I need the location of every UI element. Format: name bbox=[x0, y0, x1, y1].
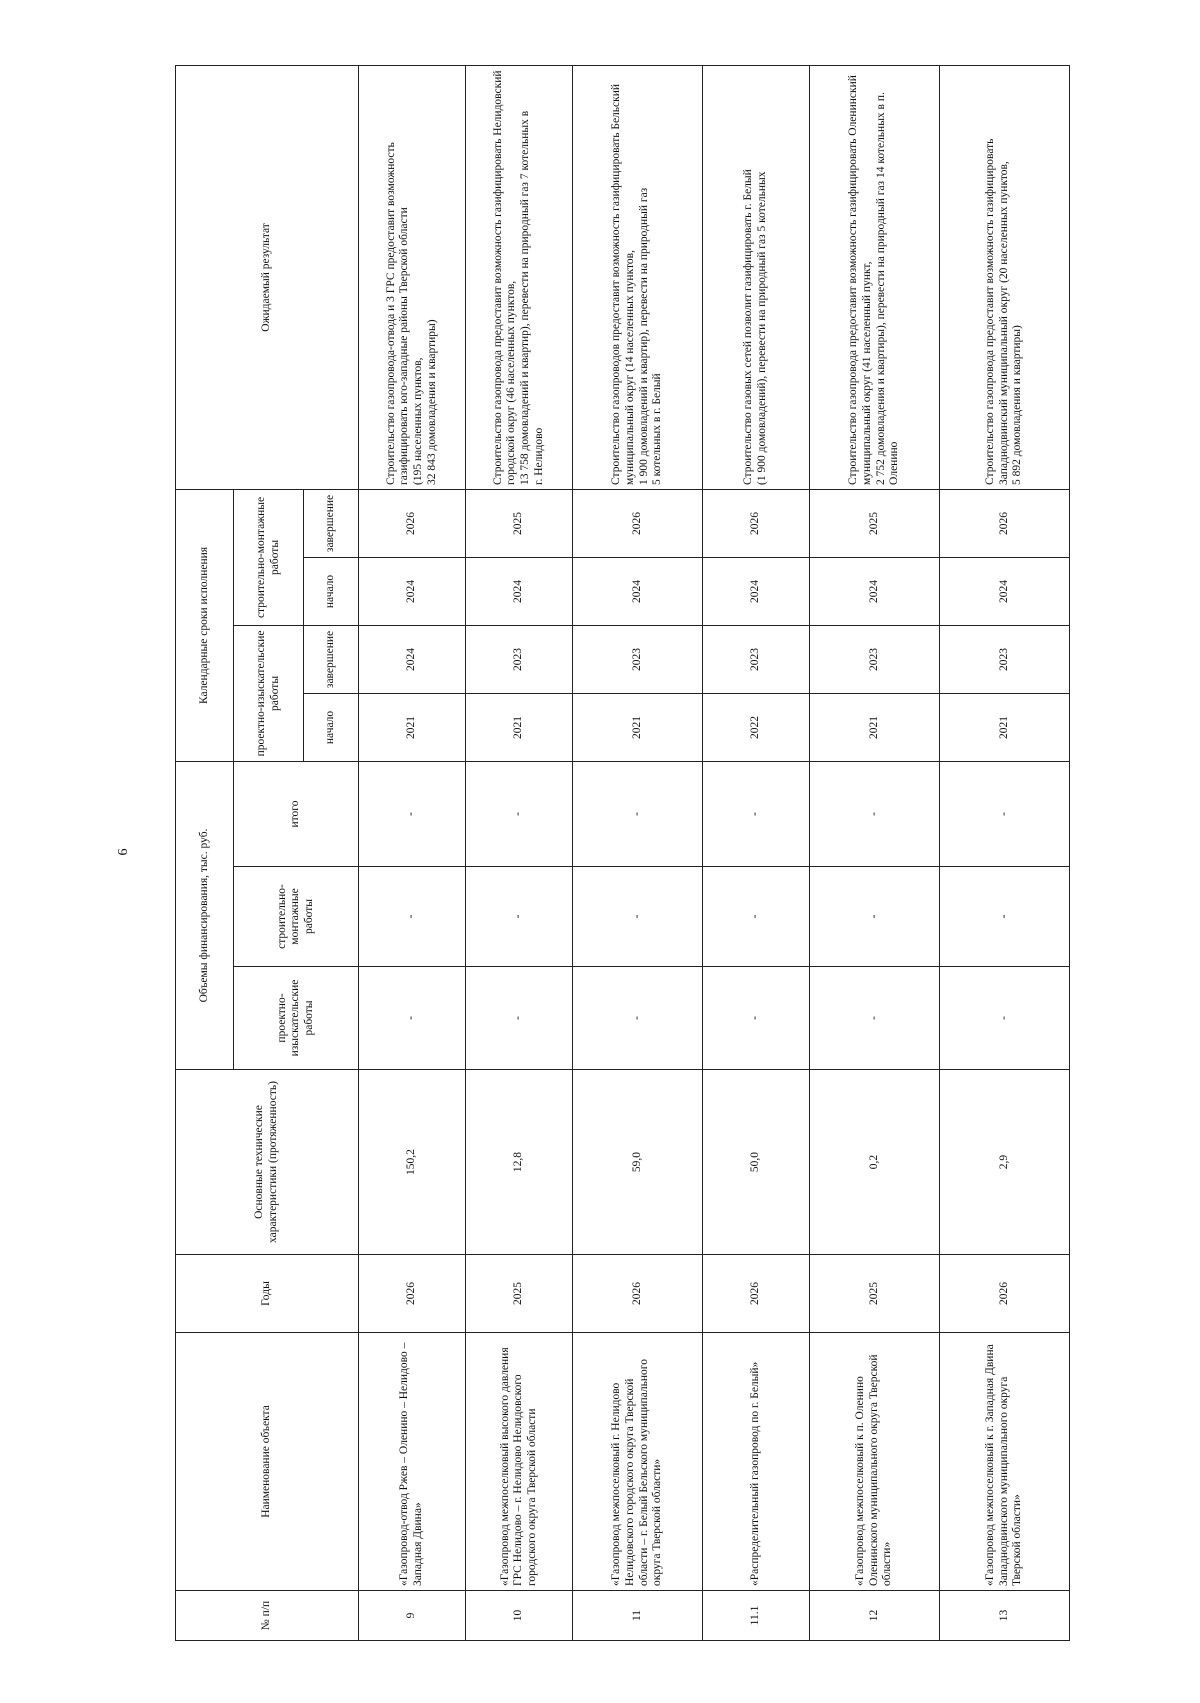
row-fin-total: - bbox=[573, 761, 703, 866]
row-num: 12 bbox=[810, 1591, 940, 1641]
row-fin-total: - bbox=[359, 761, 466, 866]
header-fin-total: итого bbox=[234, 761, 359, 866]
row-design-end: 2023 bbox=[940, 625, 1070, 693]
row-design-end: 2024 bbox=[359, 625, 466, 693]
row-fin-construction: - bbox=[703, 867, 810, 967]
row-fin-design: - bbox=[466, 967, 573, 1070]
row-build-end: 2025 bbox=[810, 489, 940, 557]
table-row bbox=[940, 65, 1070, 1640]
row-length: 50,0 bbox=[703, 1070, 810, 1255]
rotated-table-container bbox=[175, 66, 1024, 1641]
row-design-end: 2023 bbox=[573, 625, 703, 693]
row-result: Строительство газопровода предоставит возможность газифицировать Оленинский муниципальный округ (41 населенный пункт, 2 752 домовладения и квартиры), перевести на природный газ 14 котельных в п. Оленино bbox=[810, 65, 940, 489]
row-fin-construction: - bbox=[810, 867, 940, 967]
row-build-end: 2025 bbox=[466, 489, 573, 557]
header-num: № п/п bbox=[176, 1591, 359, 1641]
header-financing: Объемы финансирования, тыс. руб. bbox=[176, 761, 234, 1069]
header-result: Ожидаемый результат bbox=[176, 65, 359, 489]
row-length: 12,8 bbox=[466, 1070, 573, 1255]
row-name: «Газопровод межпоселковый г. Нелидово Нелидовского городского округа Тверской области – г. Белый Бельского муниципального округа Тверской области» bbox=[573, 1333, 703, 1591]
row-fin-total: - bbox=[940, 761, 1070, 866]
header-name: Наименование объекта bbox=[176, 1333, 359, 1591]
row-year: 2026 bbox=[940, 1255, 1070, 1333]
row-year: 2026 bbox=[703, 1255, 810, 1333]
header-schedule: Календарные сроки исполнения bbox=[176, 489, 234, 761]
row-build-start: 2024 bbox=[940, 557, 1070, 625]
page-number: 6 bbox=[116, 848, 131, 856]
table-row bbox=[703, 65, 810, 1640]
row-num: 11.1 bbox=[703, 1591, 810, 1641]
row-name: «Газопровод межпоселковый к г. Западная Двина Западнодвинского муниципального округа Тверской области» bbox=[940, 1333, 1070, 1591]
row-result: Строительство газовых сетей позволит газифицировать г. Белый (1 900 домовладений), перевести на природный газ 5 котельных bbox=[703, 65, 810, 489]
row-fin-total: - bbox=[466, 761, 573, 866]
row-fin-design: - bbox=[573, 967, 703, 1070]
row-year: 2026 bbox=[359, 1255, 466, 1333]
table-row bbox=[573, 65, 703, 1640]
header-build-start: начало bbox=[304, 557, 359, 625]
row-name: «Распределительный газопровод по г. Белый» bbox=[703, 1333, 810, 1591]
row-fin-design: - bbox=[810, 967, 940, 1070]
header-design-start: начало bbox=[304, 693, 359, 761]
row-fin-construction: - bbox=[573, 867, 703, 967]
row-year: 2025 bbox=[810, 1255, 940, 1333]
row-design-end: 2023 bbox=[810, 625, 940, 693]
row-num: 9 bbox=[359, 1591, 466, 1641]
row-fin-design: - bbox=[359, 967, 466, 1070]
table-row bbox=[810, 65, 940, 1640]
row-build-end: 2026 bbox=[573, 489, 703, 557]
row-num: 11 bbox=[573, 1591, 703, 1641]
header-fin-design: проектно-изыскательские работы bbox=[234, 967, 359, 1070]
row-fin-design: - bbox=[703, 967, 810, 1070]
row-build-start: 2024 bbox=[703, 557, 810, 625]
table-row bbox=[466, 65, 573, 1640]
row-design-start: 2021 bbox=[940, 693, 1070, 761]
row-build-end: 2026 bbox=[359, 489, 466, 557]
header-characteristics: Основные технические характеристики (протяженность) bbox=[176, 1070, 359, 1255]
row-fin-design: - bbox=[940, 967, 1070, 1070]
row-length: 0,2 bbox=[810, 1070, 940, 1255]
row-name: «Газопровод-отвод Ржев – Оленино – Нелидово – Западная Двина» bbox=[359, 1333, 466, 1591]
row-design-start: 2021 bbox=[573, 693, 703, 761]
header-design-end: завершение bbox=[304, 625, 359, 693]
row-result: Строительство газопровода предоставит возможность газифицировать Западнодвинский муниципальный округ (20 населенных пунктов, 5 892 домовладения и квартиры) bbox=[940, 65, 1070, 489]
row-length: 150,2 bbox=[359, 1070, 466, 1255]
row-design-start: 2022 bbox=[703, 693, 810, 761]
row-fin-construction: - bbox=[940, 867, 1070, 967]
row-build-start: 2024 bbox=[359, 557, 466, 625]
row-result: Строительство газопроводов предоставит возможность газифицировать Бельский муниципальный округ (14 населенных пунктов, 1 900 домовладений и квартир), перевести на природный газ 5 котельных в г. Белый bbox=[573, 65, 703, 489]
header-schedule-design: проектно-изыскательские работы bbox=[234, 625, 304, 761]
row-result: Строительство газопровода-отвода и 3 ГРС предоставит возможность газифицировать юго-западные районы Тверской области (195 населенных пунктов, 32 843 домовладения и квартиры) bbox=[359, 65, 466, 489]
row-length: 2,9 bbox=[940, 1070, 1070, 1255]
row-design-start: 2021 bbox=[810, 693, 940, 761]
row-fin-construction: - bbox=[359, 867, 466, 967]
row-build-start: 2024 bbox=[810, 557, 940, 625]
row-fin-total: - bbox=[810, 761, 940, 866]
row-name: «Газопровод межпоселковый к п. Оленино Оленинского муниципального округа Тверской области» bbox=[810, 1333, 940, 1591]
row-build-start: 2024 bbox=[466, 557, 573, 625]
table-row bbox=[359, 65, 466, 1640]
row-build-start: 2024 bbox=[573, 557, 703, 625]
row-year: 2026 bbox=[573, 1255, 703, 1333]
row-fin-total: - bbox=[703, 761, 810, 866]
row-design-start: 2021 bbox=[466, 693, 573, 761]
gas-pipeline-schedule-table bbox=[175, 65, 1070, 1641]
row-design-start: 2021 bbox=[359, 693, 466, 761]
row-year: 2025 bbox=[466, 1255, 573, 1333]
row-build-end: 2026 bbox=[940, 489, 1070, 557]
row-num: 13 bbox=[940, 1591, 1070, 1641]
row-build-end: 2026 bbox=[703, 489, 810, 557]
row-design-end: 2023 bbox=[703, 625, 810, 693]
header-build-end: завершение bbox=[304, 489, 359, 557]
header-years: Годы bbox=[176, 1255, 359, 1333]
header-fin-construction: строительно-монтажные работы bbox=[234, 867, 359, 967]
row-num: 10 bbox=[466, 1591, 573, 1641]
row-design-end: 2023 bbox=[466, 625, 573, 693]
header-schedule-construction: строительно-монтажные работы bbox=[234, 489, 304, 625]
row-fin-construction: - bbox=[466, 867, 573, 967]
row-name: «Газопровод межпоселковый высокого давления ГРС Нелидово – г. Нелидово Нелидовского городского округа Тверской области bbox=[466, 1333, 573, 1591]
row-length: 59,0 bbox=[573, 1070, 703, 1255]
row-result: Строительство газопровода предоставит возможность газифицировать Нелидовский городской округ (46 населенных пунктов, 13 758 домовладений и квартир), перевести на природный газ 7 котельных в г. Нелидово bbox=[466, 65, 573, 489]
